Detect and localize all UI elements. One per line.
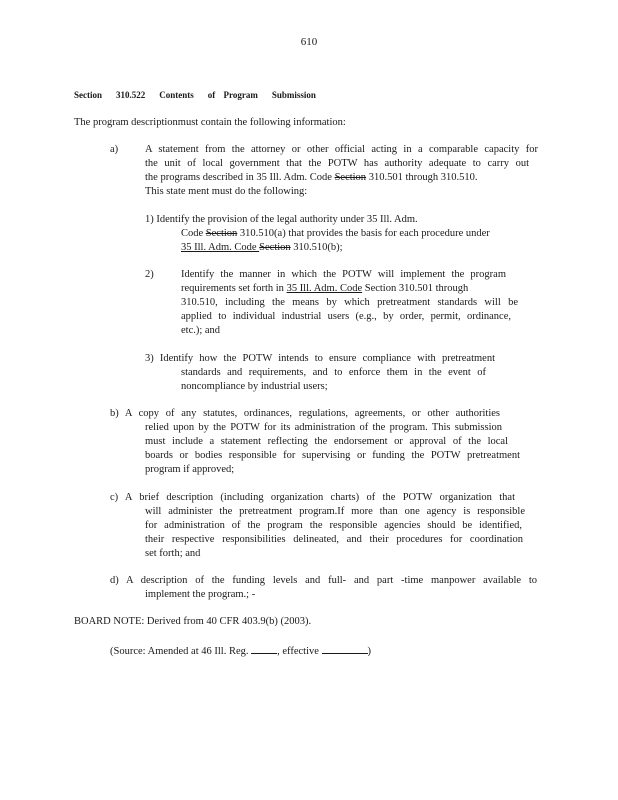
intro-paragraph: The program descriptionmust contain the following information:	[74, 117, 346, 128]
item-a1-text: 310.510(b);	[290, 242, 343, 253]
source-text: (Source: Amended at 46 Ill. Reg.	[110, 646, 249, 657]
section-title-part: Submission	[271, 90, 316, 100]
board-note: BOARD NOTE: Derived from 40 CFR 403.9(b) (2003).	[74, 616, 312, 627]
item-a2-text: Section 310.501 through	[362, 283, 469, 294]
item-a-line: A statement from the attorney or other official acting in a comparable capacity for	[145, 144, 538, 155]
item-a2-line	[181, 282, 506, 296]
item-b-line: b) A copy of any statutes, ordinances, regulations, agreements, or other authorities	[110, 408, 500, 419]
item-a2-line: 310.510, including the means by which pretreatment standards will be	[181, 297, 518, 308]
item-a3-line: noncompliance by industrial users;	[181, 381, 328, 392]
item-a2-line: Identify the manner in which the POTW will implement the program	[181, 269, 506, 280]
item-a-line	[145, 171, 525, 185]
item-c-line: set forth; and	[145, 548, 201, 559]
item-a-line-text: 310.501 through 310.510.	[366, 172, 478, 183]
blank-line	[322, 643, 368, 654]
item-a2-line: applied to individual industrial users (e.g., by order, permit, ordinance,	[181, 311, 511, 322]
item-a2-marker: 2)	[145, 269, 154, 280]
item-a1-line: 1) Identify the provision of the legal authority under 35 Ill. Adm.	[145, 214, 418, 225]
item-a-line-text: the programs described in 35 Ill. Adm. Code	[145, 172, 332, 183]
deleted-text: Section	[334, 172, 367, 183]
source-text: )	[367, 646, 372, 657]
item-c-line: will administer the pretreatment program.If more than one agency is responsible	[145, 506, 525, 517]
item-a1-text: Code	[181, 228, 206, 239]
item-a1-line	[181, 241, 381, 255]
item-a2-line: etc.); and	[181, 325, 221, 336]
item-a-line: the unit of local government that the POTW has authority adequate to carry out	[145, 158, 529, 169]
source-note	[110, 643, 410, 659]
item-a3-line: 3) Identify how the POTW intends to ensure compliance with pretreatment	[145, 353, 495, 364]
section-label: Section	[74, 90, 102, 100]
item-a1-text: 310.510(a) that provides the basis for each procedure under	[237, 228, 490, 239]
item-a2-text: requirements set forth in	[181, 283, 287, 294]
blank-line	[251, 643, 277, 654]
item-d-line: d) A description of the funding levels and full- and part -time manpower available to	[110, 575, 537, 586]
item-a-marker: a)	[110, 144, 119, 155]
added-text: 35 Ill. Adm. Code	[181, 242, 260, 253]
item-c-line: their respective responsibilities delineated, and their procedures for coordination	[145, 534, 523, 545]
item-c-line: for administration of the program the responsible agencies should be identified,	[145, 520, 522, 531]
item-c-line: c) A brief description (including organization charts) of the POTW organization that	[110, 492, 515, 503]
section-title-part: of Program	[207, 90, 258, 100]
deleted-text: Section	[205, 228, 238, 239]
item-b-line: boards or bodies responsible for supervising or funding the POTW pretreatment	[145, 450, 520, 461]
item-a3-line: standards and requirements, and to enforce them in the event of	[181, 367, 486, 378]
deleted-text: Section	[259, 242, 291, 253]
item-a1-line	[181, 227, 531, 241]
section-heading	[74, 90, 316, 100]
section-number: 310.522	[116, 90, 146, 100]
page-number: 610	[300, 36, 318, 48]
section-title-part: Contents	[159, 90, 194, 100]
item-b-line: relied upon by the POTW for its administration of the program. This submission	[145, 422, 502, 433]
added-text: 35 Ill. Adm. Code	[286, 283, 363, 294]
source-text: , effective	[277, 646, 319, 657]
item-b-line: program if approved;	[145, 464, 235, 475]
item-b-line: must include a statement reflecting the endorsement or approval of the local	[145, 436, 508, 447]
item-d-line: implement the program.; -	[145, 589, 256, 600]
item-a-line: This state ment must do the following:	[145, 186, 308, 197]
